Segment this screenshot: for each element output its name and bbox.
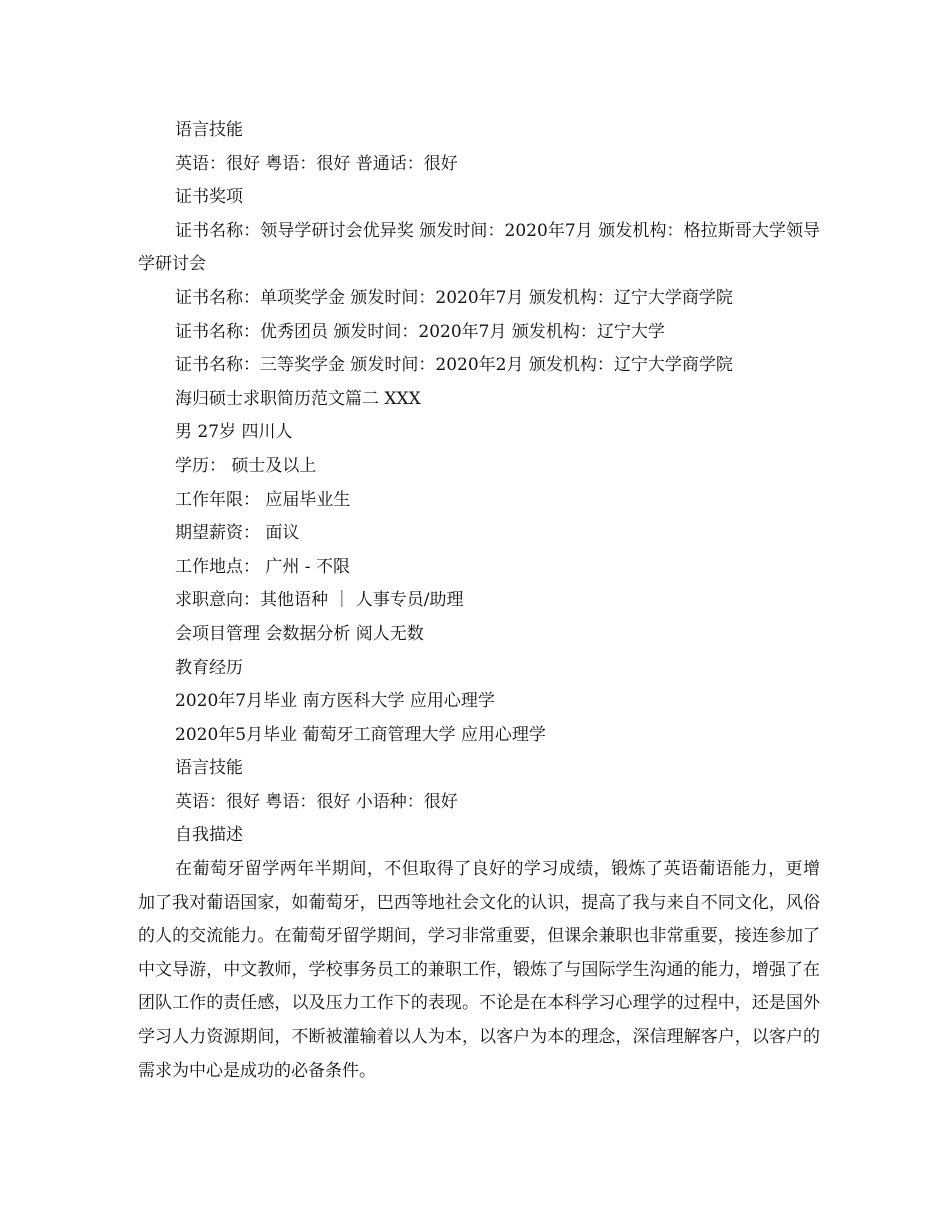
section-heading-language-skills: 语言技能 (175, 120, 243, 140)
section-heading-language-skills-2: 语言技能 (175, 758, 243, 779)
language-skills-line: 英语：很好 粤语：很好 普通话：很好 (175, 153, 458, 174)
section-heading-self-description: 自我描述 (175, 825, 243, 846)
resume-title-line: 海归硕士求职简历范文篇二 XXX (175, 388, 421, 409)
skills-line: 会项目管理 会数据分析 阅人无数 (175, 623, 424, 644)
education-item: 2020年7月毕业 南方医科大学 应用心理学 (175, 691, 495, 712)
certificate-item: 证书名称：单项奖学金 颁发时间：2020年7月 颁发机构：辽宁大学商学院 (175, 287, 733, 308)
job-intention-line: 求职意向：其他语种 ｜ 人事专员/助理 (175, 590, 464, 611)
resume-body (138, 114, 820, 1088)
work-years-line: 工作年限： 应届毕业生 (175, 489, 351, 510)
certificate-item: 证书名称：优秀团员 颁发时间：2020年7月 颁发机构：辽宁大学 (175, 321, 665, 342)
education-level-line: 学历： 硕士及以上 (175, 455, 317, 476)
personal-info-line: 男 27岁 四川人 (175, 422, 293, 443)
work-location-line: 工作地点： 广州 - 不限 (175, 556, 350, 577)
expected-salary-line: 期望薪资： 面议 (175, 523, 300, 544)
language-skills-line-2: 英语：很好 粤语：很好 小语种：很好 (175, 791, 458, 812)
section-heading-certificates: 证书奖项 (175, 187, 243, 208)
certificate-item: 证书名称：领导学研讨会优异奖 颁发时间：2020年7月 颁发机构：格拉斯哥大学领导学研讨会 (138, 220, 820, 275)
self-description-paragraph: 在葡萄牙留学两年半期间，不但取得了良好的学习成绩，锻炼了英语葡语能力，更增加了我对葡语国家，如葡萄牙，巴西等地社会文化的认识，提高了我与来自不同文化，风俗的人的交流能力。在葡萄牙留学期间，学习非常重要，但课余兼职也非常重要，接连参加了 中文导游，中文教师，学校事务员工的兼职工作，锻炼了与国际学生沟通的能力，增强了在团队工作的责任感，以及压力工作下的表现。不论是在本科学习心理学的过程中，还是国外学习人力资源期间，不断被灌输着以人为本，以客户为本的理念，深信理解客户，以客户的需求为中心是成功的必备条件。 (138, 859, 820, 1081)
education-item: 2020年5月毕业 葡萄牙工商管理大学 应用心理学 (175, 724, 546, 745)
section-heading-education: 教育经历 (175, 657, 243, 678)
certificate-item: 证书名称：三等奖学金 颁发时间：2020年2月 颁发机构：辽宁大学商学院 (175, 355, 733, 376)
